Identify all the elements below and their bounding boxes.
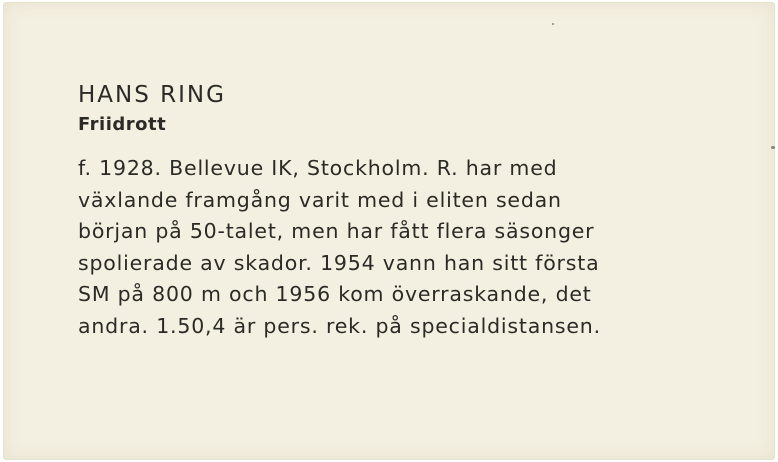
paper-speck bbox=[771, 146, 775, 149]
athlete-name: HANS RING bbox=[78, 82, 226, 108]
biography-line: f. 1928. Bellevue IK, Stockholm. R. har med bbox=[78, 156, 558, 180]
biography-line: växlande framgång varit med i eliten sedan bbox=[78, 187, 562, 212]
paper-speck bbox=[552, 23, 554, 25]
biography-line: andra. 1.50,4 är pers. rek. på specialdistansen. bbox=[78, 313, 601, 338]
biography-line: SM på 800 m och 1956 kom överraskande, det bbox=[78, 282, 592, 306]
biography bbox=[78, 153, 728, 342]
card-text-block bbox=[78, 79, 728, 342]
biography-line: början på 50-talet, men har fått flera säsonger bbox=[78, 219, 595, 243]
trading-card bbox=[3, 2, 775, 460]
biography-line: spolierade av skador. 1954 vann han sitt första bbox=[78, 250, 600, 275]
sport-label: Friidrott bbox=[78, 114, 167, 135]
